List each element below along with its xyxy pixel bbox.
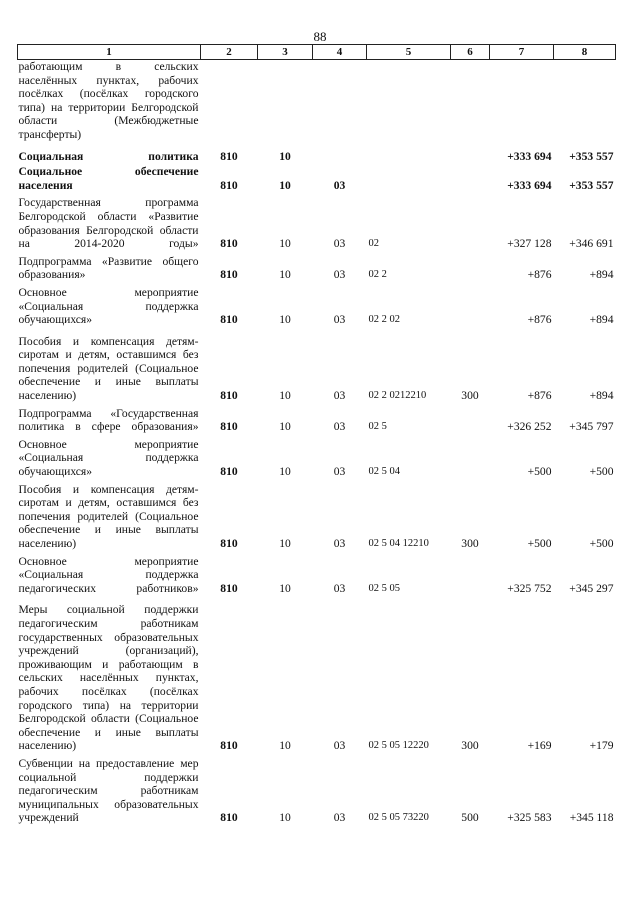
row-code-ministry: 810	[220, 149, 238, 163]
row-code-ministry: 810	[220, 739, 238, 753]
row-description: Социальное обеспечение населения	[18, 165, 199, 192]
row-amount-year2: +345 297	[569, 581, 614, 595]
row-code-ministry: 810	[220, 268, 238, 282]
row-code-section: 10	[279, 268, 291, 282]
header-cell: 1	[18, 45, 201, 60]
row-code-target: 02 5 04 12210	[368, 538, 429, 549]
row-code-section: 10	[279, 313, 291, 327]
row-code-target: 02 5 05 73220	[368, 812, 429, 824]
row-code-expense-type	[451, 60, 490, 142]
row-amount-year1: +876	[527, 268, 552, 282]
row-amount-year1: +327 128	[507, 237, 552, 251]
row-code-expense-type: 300	[461, 389, 479, 403]
row-code-expense-type	[451, 142, 490, 164]
row-code-target	[367, 142, 451, 164]
row-code-section: 10	[279, 420, 291, 434]
row-code-target: 02 5 05	[368, 582, 400, 594]
row-amount-year1: +500	[527, 465, 552, 479]
table-row	[18, 163, 616, 192]
row-code-section: 10	[279, 739, 291, 753]
row-amount-year2: +894	[589, 268, 614, 282]
row-code-subsection: 03	[333, 739, 346, 753]
table-row	[18, 327, 616, 403]
header-cell: 3	[258, 45, 313, 60]
header-cell: 8	[554, 45, 616, 60]
row-amount-year1: +325 752	[507, 581, 552, 595]
row-code-target: 02 2 0212210	[368, 390, 427, 402]
table-row	[18, 595, 616, 753]
row-code-ministry: 810	[220, 811, 238, 825]
row-code-subsection: 03	[333, 389, 346, 403]
header-cell: 2	[201, 45, 258, 60]
row-code-section: 10	[279, 178, 291, 192]
row-code-subsection: 03	[333, 465, 346, 479]
row-code-target	[367, 163, 451, 192]
row-code-target: 02 5 04	[368, 466, 400, 478]
row-code-section: 10	[279, 465, 291, 479]
row-amount-year1: +876	[527, 389, 552, 403]
table-row	[18, 251, 616, 282]
row-description: Пособия и компенсация детям-сиротам и детям, оставшимся без попечения родителей (Социальное обеспечение и иные выплаты населению)	[18, 482, 199, 550]
row-description: Пособия и компенсация детям-сиротам и детям, оставшимся без попечения родителей (Социальное обеспечение и иные выплаты населению)	[18, 334, 199, 403]
row-amount-year2: +894	[589, 313, 614, 327]
row-code-ministry: 810	[220, 237, 238, 251]
row-code-expense-type	[451, 282, 490, 327]
row-code-expense-type	[451, 551, 490, 596]
row-code-subsection	[313, 60, 367, 142]
row-code-ministry	[201, 60, 258, 142]
row-code-ministry: 810	[220, 465, 238, 479]
row-code-target: 02 2 02	[368, 314, 400, 326]
page-number: 88	[313, 29, 327, 44]
row-code-section: 10	[279, 811, 291, 825]
row-amount-year2: +353 557	[569, 149, 614, 163]
row-code-section: 10	[279, 149, 291, 163]
row-code-expense-type	[451, 251, 490, 282]
row-amount-year1: +326 252	[507, 420, 552, 434]
table-row	[18, 753, 616, 825]
row-code-ministry: 810	[220, 537, 238, 550]
row-code-subsection: 03	[333, 178, 346, 192]
row-code-section: 10	[279, 581, 291, 595]
row-amount-year1	[490, 60, 554, 142]
row-amount-year2: +500	[589, 465, 614, 479]
budget-table	[17, 44, 616, 825]
row-amount-year2: +500	[589, 537, 614, 550]
row-amount-year2: +179	[589, 739, 614, 753]
row-code-expense-type	[451, 434, 490, 479]
row-code-target: 02	[368, 238, 379, 250]
row-code-section: 10	[279, 389, 291, 403]
row-code-subsection: 03	[333, 581, 346, 595]
header-row	[18, 45, 616, 60]
row-description: Государственная программа Белгородской области «Развитие образования Белгородской области на 2014-2020 годы»	[18, 196, 199, 251]
table-row	[18, 551, 616, 596]
row-description: Меры социальной поддержки педагогическим работникам государственных образовательных учреждений (организаций), проживающим и работающим в сельских населённых пунктах, рабочих посёлках (посёлках городского типа) на территории Белгородской области (Социальное обеспечение и иные выплаты населению)	[18, 603, 199, 753]
header-cell: 4	[313, 45, 367, 60]
table-row	[18, 403, 616, 434]
row-code-section: 10	[279, 237, 291, 251]
row-code-ministry: 810	[220, 313, 238, 327]
row-code-subsection	[313, 142, 367, 164]
row-description: работающим в сельских населённых пунктах, рабочих посёлках (посёлках городского типа) на территории Белгородской области (Межбюджетные трансферты)	[18, 60, 199, 141]
row-code-expense-type: 500	[461, 811, 479, 825]
header-cell: 5	[367, 45, 451, 60]
row-code-subsection: 03	[333, 237, 346, 251]
table-row	[18, 142, 616, 164]
row-amount-year1: +325 583	[507, 811, 552, 825]
row-description: Основное мероприятие «Социальная поддержка педагогических работников»	[18, 554, 199, 595]
row-amount-year2: +894	[589, 389, 614, 403]
table-row	[18, 434, 616, 479]
table-row	[18, 479, 616, 551]
row-code-ministry: 810	[220, 389, 238, 403]
row-description: Основное мероприятие «Социальная поддержка обучающихся»	[18, 285, 199, 327]
row-code-expense-type: 300	[461, 739, 479, 753]
row-amount-year1: +333 694	[507, 178, 552, 192]
table-row	[18, 60, 616, 142]
table-row	[18, 192, 616, 250]
row-description: Подпрограмма «Развитие общего образования»	[18, 254, 199, 282]
row-code-subsection: 03	[333, 313, 346, 327]
row-code-expense-type	[451, 192, 490, 250]
row-amount-year2: +345 797	[569, 420, 614, 434]
row-amount-year2: +345 118	[569, 811, 614, 825]
row-code-section	[258, 60, 313, 142]
row-amount-year1: +333 694	[507, 149, 552, 163]
row-code-expense-type: 300	[461, 537, 479, 550]
row-code-ministry: 810	[220, 420, 238, 434]
row-code-target	[367, 60, 451, 142]
row-description: Социальная политика	[18, 149, 199, 163]
row-code-ministry: 810	[220, 178, 238, 192]
row-description: Субвенции на предоставление мер социальной поддержки педагогическим работникам муниципальных образовательных учреждений	[18, 756, 199, 825]
row-code-subsection: 03	[333, 537, 346, 550]
row-amount-year2	[554, 60, 616, 142]
row-code-expense-type	[451, 163, 490, 192]
row-code-subsection: 03	[333, 811, 346, 825]
table-row	[18, 282, 616, 327]
row-amount-year1: +500	[527, 537, 552, 550]
row-code-target: 02 2	[368, 269, 387, 281]
row-description: Основное мероприятие «Социальная поддержка обучающихся»	[18, 437, 199, 479]
header-cell: 7	[490, 45, 554, 60]
row-code-subsection: 03	[333, 268, 346, 282]
row-description: Подпрограмма «Государственная политика в сфере образования»	[18, 406, 199, 434]
row-code-expense-type	[451, 403, 490, 434]
row-amount-year1: +169	[527, 739, 552, 753]
row-amount-year2: +346 691	[569, 237, 614, 251]
row-code-ministry: 810	[220, 581, 238, 595]
row-code-target: 02 5	[368, 421, 387, 433]
row-amount-year1: +876	[527, 313, 552, 327]
row-code-section: 10	[279, 537, 291, 550]
row-code-target: 02 5 05 12220	[368, 740, 429, 752]
header-cell: 6	[451, 45, 490, 60]
row-amount-year2: +353 557	[569, 178, 614, 192]
row-code-subsection: 03	[333, 420, 346, 434]
